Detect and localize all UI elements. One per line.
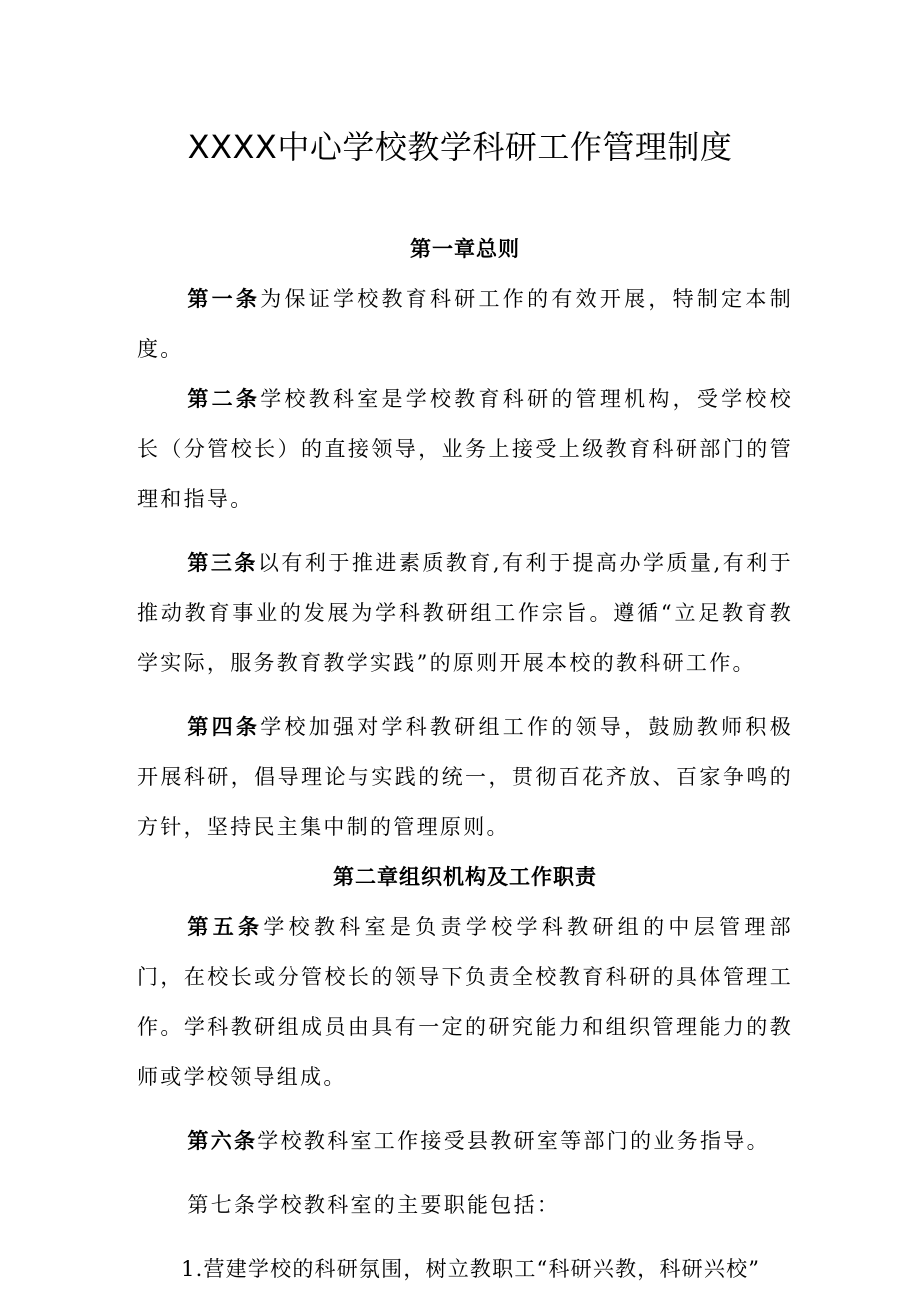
article-text: 以有利于推进素质教育,有利于提高办学质量,有利于推动教育事业的发展为学科教研组工作宗旨。遵循“立足教育教学实际，服务教育教学实践”的原则开展本校的教科研工作。 (137, 551, 793, 675)
article-label: 第四条 (187, 715, 261, 739)
article-paragraph (137, 274, 793, 374)
article-text: 学校加强对学科教研组工作的领导，鼓励教师积极开展科研，倡导理论与实践的统一，贯彻百花齐放、百家争鸣的方针，坚持民主集中制的管理原则。 (137, 715, 793, 839)
article-text: 学校教科室是负责学校学科教研组的中层管理部门，在校长或分管校长的领导下负责全校教育科研的具体管理工作。学科教研组成员由具有一定的研究能力和组织管理能力的教师或学校领导组成。 (137, 915, 793, 1089)
article-label: 第五条 (187, 915, 264, 939)
article-label: 第三条 (187, 551, 258, 575)
chapter-heading: 第二章组织机构及工作职责 (333, 865, 597, 889)
article-text: 学校教科室工作接受县教研室等部门的业务指导。 (257, 1129, 770, 1153)
list-item: 1.营建学校的科研氛围，树立教职工“科研兴教，科研兴校” (181, 1257, 761, 1281)
paragraph-gap (137, 1102, 793, 1116)
article-label: 第六条 (187, 1129, 258, 1153)
article-text: 学校教科室是学校教育科研的管理机构，受学校校长（分管校长）的直接领导，业务上接受上级教育科研部门的管理和指导。 (137, 387, 793, 511)
article-label: 第一条 (187, 287, 261, 311)
article-paragraph: 第七条学校教科室的主要职能包括： (187, 1193, 561, 1217)
document-title: XXXX中心学校教学科研工作管理制度 (187, 128, 733, 166)
article-paragraph (137, 538, 793, 688)
article-paragraph (137, 702, 793, 852)
article-text: 为保证学校教育科研工作的有效开展，特制定本制度。 (137, 287, 793, 361)
paragraph-gap (137, 524, 793, 538)
paragraph-gap (137, 1166, 793, 1180)
paragraph-gap (137, 688, 793, 702)
article-paragraph (137, 902, 793, 1102)
article-paragraph (137, 374, 793, 524)
article-paragraph (137, 1116, 793, 1166)
chapter-heading: 第一章总则 (410, 237, 520, 261)
paragraph-gap (137, 1230, 793, 1244)
document-body (137, 224, 793, 1294)
article-label: 第二条 (187, 387, 261, 411)
